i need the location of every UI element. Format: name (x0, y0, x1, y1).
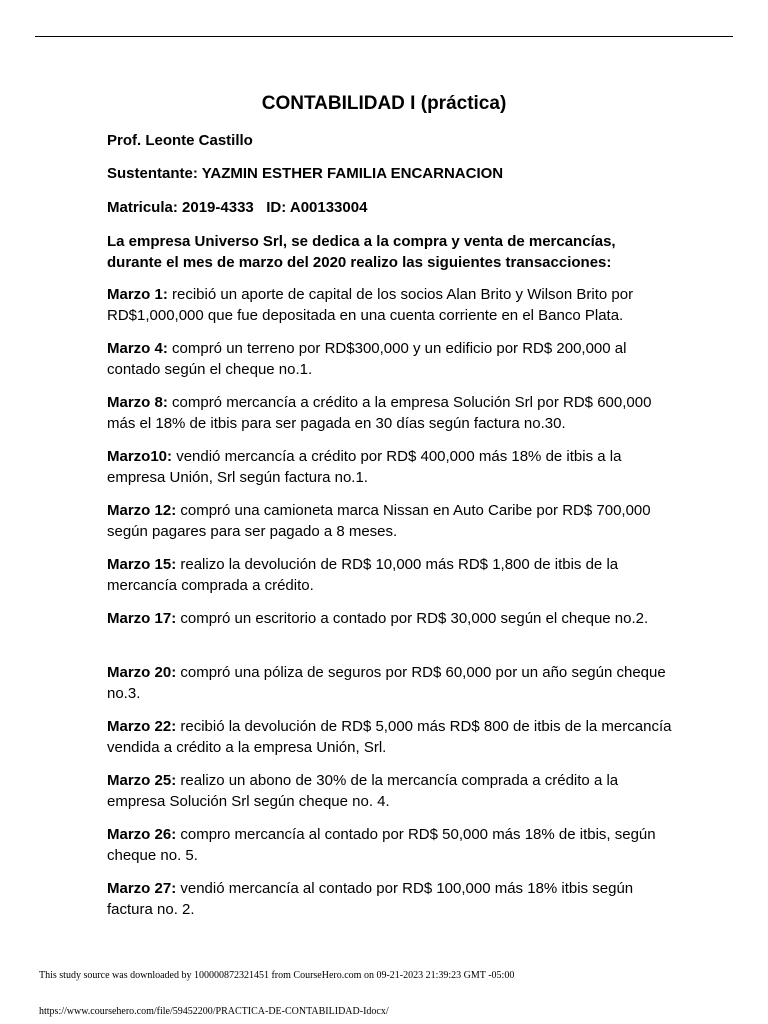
transaction-text: compró un escritorio a contado por RD$ 30,000 según el cheque no.2. (176, 610, 649, 627)
transaction-text: recibió la devolución de RD$ 5,000 más RD$ 800 de itbis de la mercancía vendida a crédito a la empresa Unión, Srl. (107, 718, 672, 756)
transaction-date: Marzo 20: (107, 664, 177, 681)
transaction-text: vendió mercancía a crédito por RD$ 400,000 más 18% de itbis a la empresa Unión, Srl según factura no.1. (107, 448, 622, 486)
transaction-item (107, 555, 677, 609)
transaction-date: Marzo 1: (107, 286, 168, 303)
transaction-text: recibió un aporte de capital de los socios Alan Brito y Wilson Brito por RD$1,000,000 que fue depositada en una cuenta corriente en el Banco Plata. (107, 286, 634, 324)
student-id-line: Matricula: 2019-4333 ID: A00133004 (107, 199, 368, 216)
transaction-date: Marzo 15: (107, 556, 177, 573)
transaction-date: Marzo10: (107, 448, 173, 465)
source-url[interactable]: https://www.coursehero.com/file/59452200/PRACTICA-DE-CONTABILIDAD-Idocx/ (39, 1006, 389, 1017)
transaction-date: Marzo 8: (107, 394, 168, 411)
transaction-item (107, 285, 677, 339)
transaction-text: compró una camioneta marca Nissan en Auto Caribe por RD$ 700,000 según pagares para ser pagado a 8 meses. (107, 502, 651, 540)
transaction-item (107, 339, 677, 393)
document-title: CONTABILIDAD I (práctica) (261, 93, 507, 114)
header-divider (35, 36, 733, 37)
transaction-item (107, 717, 677, 771)
transaction-date: Marzo 17: (107, 610, 177, 627)
transaction-text: compró una póliza de seguros por RD$ 60,000 por un año según cheque no.3. (107, 664, 666, 702)
transaction-text: compro mercancía al contado por RD$ 50,000 más 18% de itbis, según cheque no. 5. (107, 826, 656, 864)
student-name: Sustentante: YAZMIN ESTHER FAMILIA ENCARNACION (107, 165, 504, 182)
transaction-item (107, 447, 677, 501)
transaction-item (107, 501, 677, 555)
transaction-text: realizo un abono de 30% de la mercancía comprada a crédito a la empresa Solución Srl según cheque no. 4. (107, 772, 619, 810)
transaction-item (107, 879, 677, 933)
transaction-item (107, 393, 677, 447)
transaction-item (107, 825, 677, 879)
transaction-item (107, 771, 677, 825)
transaction-text: compró un terreno por RD$300,000 y un edificio por RD$ 200,000 al contado según el cheque no.1. (107, 340, 627, 378)
transaction-item (107, 663, 677, 717)
professor-name: Prof. Leonte Castillo (107, 132, 253, 149)
exercise-intro: La empresa Universo Srl, se dedica a la compra y venta de mercancías, durante el mes de marzo del 2020 realizo las siguientes transacciones: (107, 233, 616, 271)
transaction-item (107, 609, 677, 663)
transaction-date: Marzo 4: (107, 340, 168, 357)
transaction-date: Marzo 27: (107, 880, 177, 897)
transaction-date: Marzo 26: (107, 826, 177, 843)
transaction-text: realizo la devolución de RD$ 10,000 más RD$ 1,800 de itbis de la mercancía comprada a crédito. (107, 556, 619, 594)
download-source-note: This study source was downloaded by 100000872321451 from CourseHero.com on 09-21-2023 21:39:23 GMT -05:00 (39, 970, 515, 981)
transaction-text: compró mercancía a crédito a la empresa Solución Srl por RD$ 600,000 más el 18% de itbis para ser pagada en 30 días según factura no.30. (107, 394, 652, 432)
transaction-text: vendió mercancía al contado por RD$ 100,000 más 18% itbis según factura no. 2. (107, 880, 634, 918)
transaction-date: Marzo 22: (107, 718, 177, 735)
transaction-date: Marzo 25: (107, 772, 177, 789)
transaction-list (107, 285, 677, 933)
transaction-date: Marzo 12: (107, 502, 177, 519)
